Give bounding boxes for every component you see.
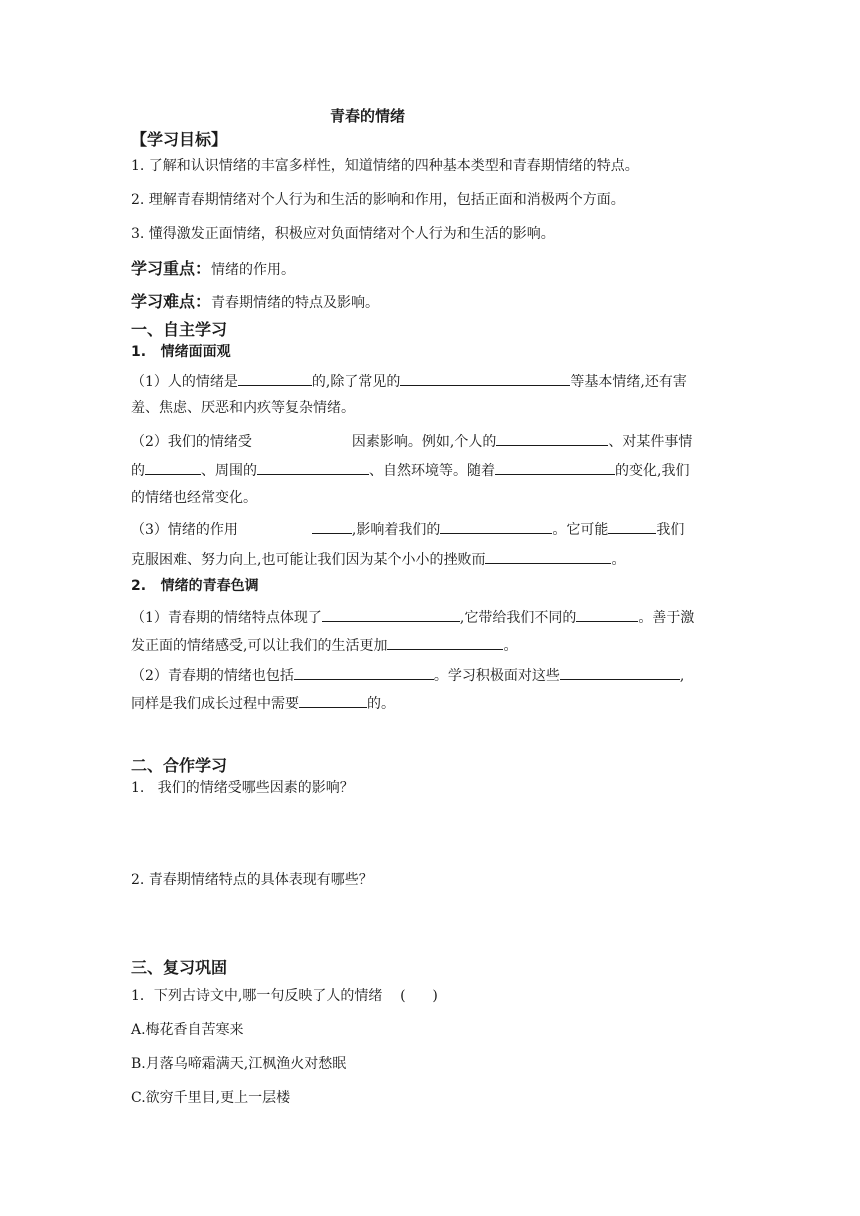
difficulty-label: 学习难点： — [131, 292, 212, 311]
fill-blank[interactable] — [145, 459, 201, 475]
fill-blank[interactable] — [322, 606, 460, 622]
sub2-para1-line2: 发正面的情绪感受,可以让我们的生活更加 。 — [131, 634, 517, 656]
fill-blank[interactable] — [312, 518, 352, 534]
section2-heading: 二、合作学习 — [131, 756, 228, 775]
fill-blank[interactable] — [440, 518, 552, 534]
objective-item-3: 3. 懂得激发正面情绪，积极应对负面情绪对个人行为和生活的影响。 — [131, 226, 555, 242]
document-title: 青春的情绪 — [330, 107, 406, 125]
review-question-1: 1．下列古诗文中,哪一句反映了人的情绪 ( ) — [131, 988, 438, 1004]
fill-blank[interactable] — [576, 606, 638, 622]
difficulty-text: 青春期情绪的特点及影响。 — [211, 295, 380, 311]
option-a: A.梅花香自苦寒来 — [131, 1022, 244, 1038]
sub1-para1-line1: （1）人的情绪是 的,除了常见的 等基本情绪,还有害 — [131, 370, 687, 392]
sub2-para1-line1: （1）青春期的情绪特点体现了 ,它带给我们不同的 。善于激 — [131, 606, 694, 628]
objective-item-2: 2. 理解青春期情绪对个人行为和生活的影响和作用，包括正面和消极两个方面。 — [131, 192, 625, 208]
option-c: C.欲穷千里目,更上一层楼 — [131, 1090, 291, 1106]
objectives-heading: 【学习目标】 — [131, 130, 228, 149]
sub1-title: 1. 情绪面面观 — [131, 344, 231, 360]
sub2-title: 2. 情绪的青春色调 — [131, 578, 259, 594]
fill-blank[interactable] — [294, 664, 434, 680]
sub1-para2-line3: 的情绪也经常变化。 — [131, 490, 257, 506]
sub2-para2-line1: （2）青春期的情绪也包括 。学习积极面对这些 , — [131, 664, 684, 686]
option-b: B.月落乌啼霜满天,江枫渔火对愁眠 — [131, 1056, 347, 1072]
fill-blank[interactable] — [496, 430, 608, 446]
fill-blank[interactable] — [387, 634, 503, 650]
focus-text: 情绪的作用。 — [211, 262, 296, 278]
sub1-para2-line2: 的 、周围的 、自然环境等。随着 的变化,我们 — [131, 459, 689, 481]
sub1-para2-line1: （2）我们的情绪受 因素影响。例如,个人的 、对某件事情 — [131, 430, 692, 452]
focus-label: 学习重点： — [131, 259, 212, 278]
fill-blank[interactable] — [257, 459, 369, 475]
section1-heading: 一、自主学习 — [131, 320, 228, 339]
cooperative-question-2: 2. 青春期情绪特点的具体表现有哪些？ — [131, 872, 373, 888]
focus-line — [131, 259, 295, 280]
fill-blank[interactable] — [495, 459, 615, 475]
fill-blank[interactable] — [560, 664, 680, 680]
cooperative-question-1: 1. 我们的情绪受哪些因素的影响？ — [131, 780, 354, 796]
section3-heading: 三、复习巩固 — [131, 958, 228, 977]
fill-blank[interactable] — [400, 370, 570, 386]
fill-blank[interactable] — [485, 548, 611, 564]
sub2-para2-line2: 同样是我们成长过程中需要 的。 — [131, 692, 395, 714]
difficulty-line — [131, 292, 379, 313]
fill-blank[interactable] — [238, 370, 312, 386]
sub1-para3-line2: 克服困难、努力向上,也可能让我们因为某个小小的挫败而 。 — [131, 548, 625, 570]
sub1-para1-line2: 羞、焦虑、厌恶和内疚等复杂情绪。 — [131, 400, 355, 416]
fill-blank[interactable] — [608, 518, 656, 534]
objective-item-1: 1. 了解和认识情绪的丰富多样性，知道情绪的四种基本类型和青春期情绪的特点。 — [131, 158, 639, 174]
sub1-para3-line1: （3）情绪的作用 ,影响着我们的 。它可能 我们 — [131, 518, 684, 540]
fill-blank[interactable] — [299, 692, 367, 708]
